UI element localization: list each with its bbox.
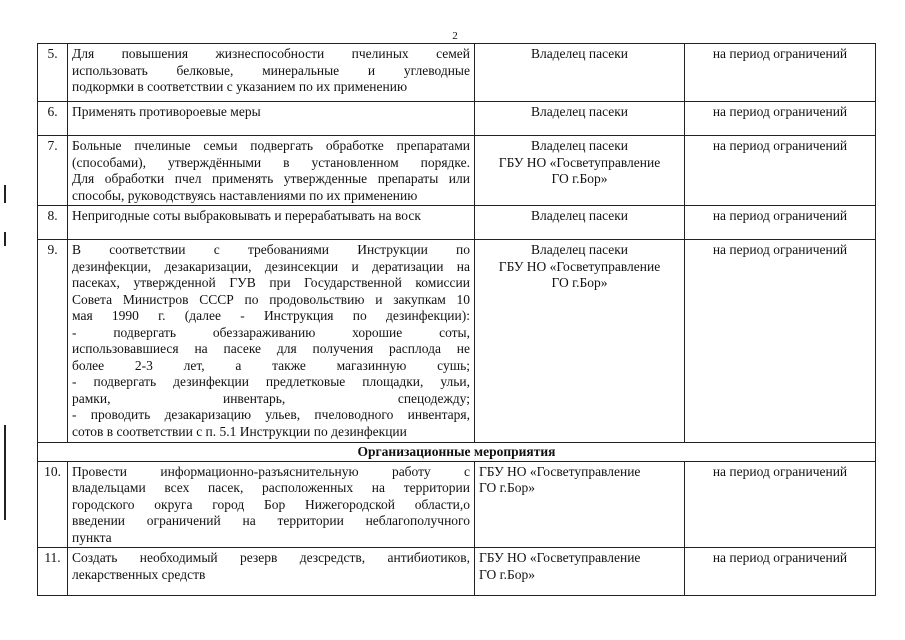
measure-line: - подвергать дезинфекции предлетковые площадки, ульи, bbox=[72, 374, 470, 389]
measure-cell bbox=[68, 136, 475, 206]
row-number: 6. bbox=[38, 102, 68, 136]
measure-line: Больные пчелиные семьи подвергать обработке препаратами bbox=[72, 138, 470, 153]
measure-line: (способами), утверждёнными в установленном порядке. bbox=[72, 154, 470, 170]
measure-line: использовавшиеся на пасеке для получения расплода не bbox=[72, 341, 470, 356]
measures-table bbox=[37, 43, 876, 596]
responsible-line: ГО г.Бор» bbox=[551, 275, 608, 290]
page-number: 2 bbox=[452, 30, 458, 42]
measure-cell bbox=[68, 44, 475, 102]
measure-line: сотов в соответствии с п. 5.1 Инструкции по дезинфекции bbox=[72, 423, 407, 439]
table-row bbox=[38, 240, 876, 443]
term-cell: на период ограничений bbox=[685, 136, 876, 206]
responsible-line: Владелец пасеки bbox=[530, 104, 629, 119]
measure-line: мая 1990 г. (далее - Инструкция по дезинфекции): bbox=[72, 308, 470, 323]
responsible-line: Владелец пасеки bbox=[530, 138, 629, 153]
row-number: 10. bbox=[38, 461, 68, 548]
measure-cell bbox=[68, 102, 475, 136]
table-row bbox=[38, 548, 876, 596]
table-row bbox=[38, 136, 876, 206]
measure-line: способы, руководствуясь наставлениями по их применению bbox=[72, 187, 418, 203]
responsible-line: ГО г.Бор» bbox=[479, 480, 535, 495]
measure-cell bbox=[68, 548, 475, 596]
term-cell: на период ограничений bbox=[685, 240, 876, 443]
measure-line: Создать необходимый резерв дезсредств, антибиотиков, bbox=[72, 550, 470, 565]
measure-line: пункта bbox=[72, 529, 112, 545]
responsible-cell bbox=[475, 240, 685, 443]
responsible-cell bbox=[475, 136, 685, 206]
measure-line: Для повышения жизнеспособности пчелиных семей bbox=[72, 46, 470, 61]
responsible-line: ГО г.Бор» bbox=[479, 566, 535, 582]
measure-cell bbox=[68, 461, 475, 548]
scan-mark-bottom bbox=[4, 425, 6, 520]
responsible-line: ГБУ НО «Госветуправление bbox=[498, 258, 661, 274]
row-number: 11. bbox=[38, 548, 68, 596]
term-cell: на период ограничений bbox=[685, 461, 876, 548]
responsible-cell bbox=[475, 548, 685, 596]
row-number: 7. bbox=[38, 136, 68, 206]
responsible-line: ГО г.Бор» bbox=[551, 171, 608, 186]
measure-cell bbox=[68, 240, 475, 443]
measure-line: городского округа город Бор Нижегородской области,о bbox=[72, 496, 470, 512]
table-row bbox=[38, 461, 876, 548]
measure-line: использовать белковые, минеральные и углеводные bbox=[72, 62, 470, 78]
measure-line: - подвергать обеззараживанию хорошие соты, bbox=[72, 324, 470, 340]
responsible-cell bbox=[475, 206, 685, 240]
responsible-cell bbox=[475, 102, 685, 136]
table-row bbox=[38, 44, 876, 102]
responsible-line: Владелец пасеки bbox=[530, 242, 629, 257]
term-cell: на период ограничений bbox=[685, 102, 876, 136]
measure-line: более 2-3 лет, а также магазинную сушь; bbox=[72, 357, 470, 373]
measure-line: подкормки в соответствии с указанием по их применению bbox=[72, 79, 408, 94]
measure-line: Совета Министров СССР по продовольствию и закупкам 10 bbox=[72, 291, 470, 307]
measure-line: - проводить дезакаризацию ульев, пчеловодного инвентаря, bbox=[72, 407, 470, 422]
responsible-cell bbox=[475, 461, 685, 548]
measure-line: В соответствии с требованиями Инструкции по bbox=[72, 242, 470, 257]
table-row bbox=[38, 102, 876, 136]
measure-line: Провести информационно-разъяснительную работу с bbox=[72, 463, 470, 479]
scan-mark-middle bbox=[4, 232, 6, 246]
responsible-line: ГБУ НО «Госветуправление bbox=[498, 154, 661, 170]
measure-line: Для обработки пчел применять утвержденные препараты или bbox=[72, 171, 470, 186]
measure-line: лекарственных средств bbox=[72, 566, 206, 582]
term-cell: на период ограничений bbox=[685, 44, 876, 102]
measure-line: дезинфекции, дезакаризации, дезинсекции и дератизации на bbox=[72, 258, 470, 274]
responsible-cell bbox=[475, 44, 685, 102]
responsible-line: Владелец пасеки bbox=[530, 46, 629, 61]
term-cell: на период ограничений bbox=[685, 548, 876, 596]
measure-cell bbox=[68, 206, 475, 240]
measure-line: введении ограничений на территории неблагополучного bbox=[72, 513, 470, 528]
row-number: 5. bbox=[38, 44, 68, 102]
table-row bbox=[38, 206, 876, 240]
section-row bbox=[38, 443, 876, 462]
responsible-line: ГБУ НО «Госветуправление bbox=[479, 463, 641, 479]
measure-line: Применять противороевые меры bbox=[72, 104, 261, 119]
measure-line: рамки, инвентарь, спецодежду; bbox=[72, 390, 470, 406]
scan-mark-top bbox=[4, 185, 6, 203]
measure-line: Непригодные соты выбраковывать и перерабатывать на воск bbox=[72, 208, 421, 223]
responsible-line: ГБУ НО «Госветуправление bbox=[479, 550, 641, 565]
term-cell: на период ограничений bbox=[685, 206, 876, 240]
measures-table-body bbox=[38, 44, 876, 596]
row-number: 8. bbox=[38, 206, 68, 240]
section-title: Организационные мероприятия bbox=[38, 443, 876, 462]
measure-line: пасеках, утвержденной ГУВ при Государственной комиссии bbox=[72, 275, 470, 290]
responsible-line: Владелец пасеки bbox=[530, 208, 629, 223]
measure-line: владельцами всех пасек, расположенных на территории bbox=[72, 480, 470, 495]
row-number: 9. bbox=[38, 240, 68, 443]
